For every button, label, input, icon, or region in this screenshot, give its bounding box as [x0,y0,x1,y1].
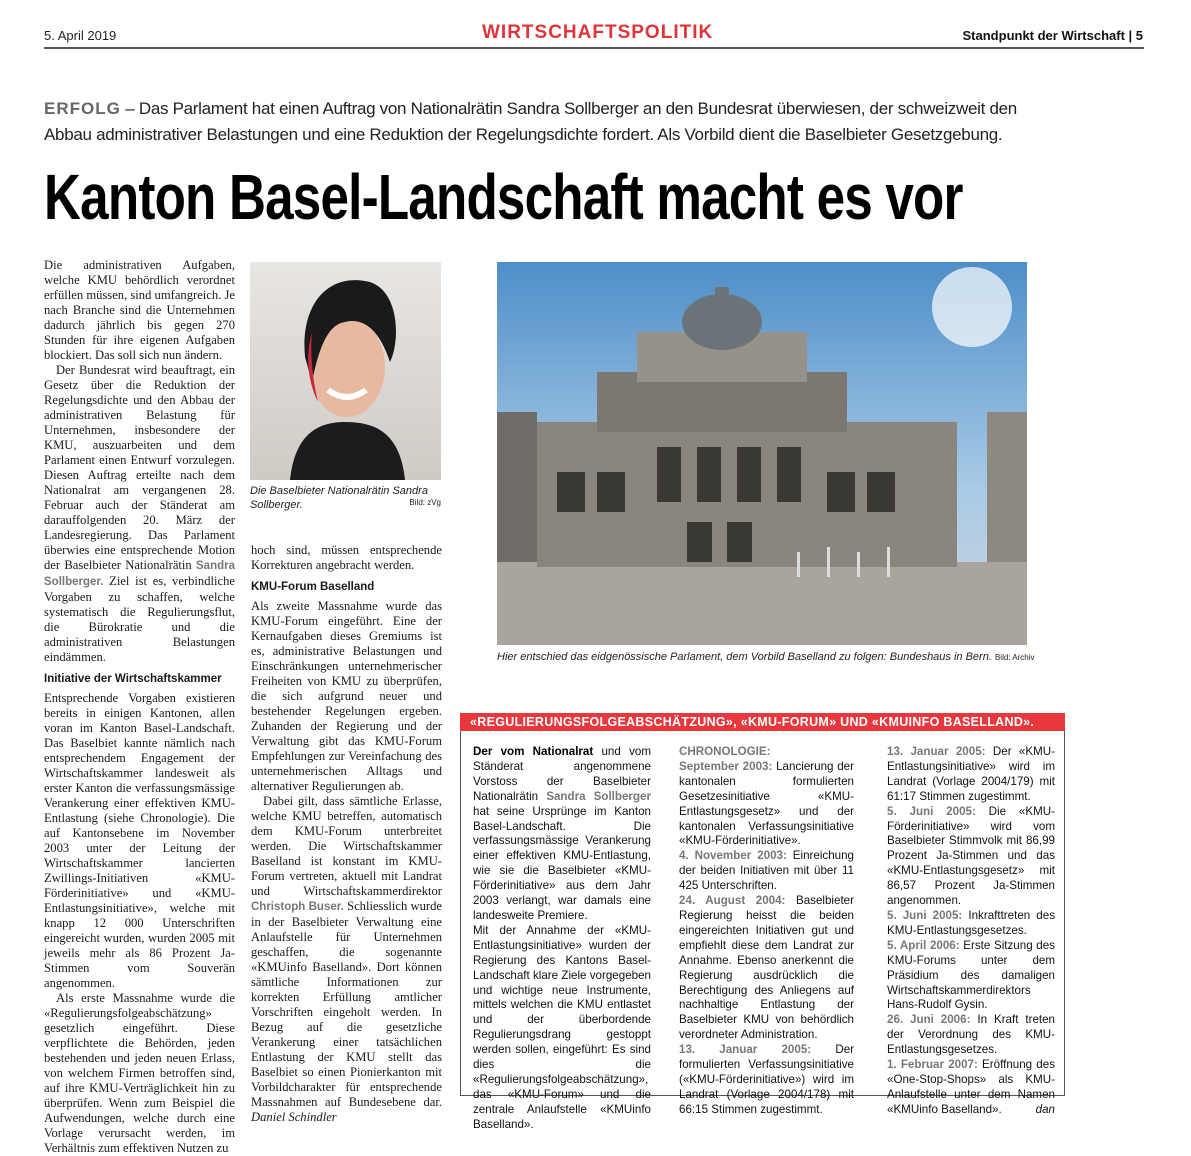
text-segment: Der Bundesrat wird beauftragt, ein Gesetz über die Reduktion der Regelungsdichte und den Abbau der administrativen Belastung für Unternehmen, insbesondere der KMU, auszuarbeiten und dem Parlament einen Entwurf vorzulegen. Diesen Auftrag erteilte nach dem Nationalrat am vergangenen 28. Februar auch der Ständerat am darauffolgenden 20. März der Landesregierung. Das Parlament überwies eine entsprechende Motion der Baselbieter Nationalrätin [44,363,235,572]
highlighted-text: 13. Januar 2005: [887,745,986,758]
photo-credit: Bild: Archiv [994,653,1035,662]
issue-date: 5. April 2019 [44,28,117,43]
text-segment: Lancierung der kantonalen formulierten Gesetzesinitiative «KMU-Entlastungsgesetz» und der kantonalen Verfassungsinitiative «KMU-Förderinitiative». [679,759,854,848]
paragraph [887,805,1055,909]
paragraph [887,745,1055,805]
paragraph [887,1058,1055,1118]
paragraph [679,849,854,894]
text-segment: Erste Sitzung des KMU-Forums unter dem Präsidium des damaligen Wirtschaftskammerdirektors Hans-Rudolf Gysin. [887,938,1055,1012]
highlighted-text: 1. Februar 2007: [887,1058,978,1072]
paragraph [473,745,651,924]
paragraph [251,599,442,794]
paragraph [44,691,235,991]
info-box-column-1 [473,745,651,1133]
paragraph [251,543,442,573]
photo-credit: Bild: zVg [409,498,441,507]
text-segment: Der formulierten Verfassungsinitiative («KMU-Förderinitiative») wird im Landrat (Vorlage 2004/178) mit 66:15 Stimmen zugestimmt. [679,1043,854,1116]
paragraph [887,1013,1055,1058]
highlighted-text: Christoph Buser. [251,901,344,913]
text-segment: Inkrafttreten des KMU-Entlastungsgesetzes. [887,908,1055,937]
paragraph [679,1043,854,1118]
text-segment: Als zweite Massnahme wurde das KMU-Forum eingeführt. Eine der Kernaufgaben dieses Gremiums ist es, administrative Belastungen und Einschränkungen unternehmerischer Freiheiten von KMU zu überprüfen, die sich aufgrund neuer und bestehender Regelungen ergeben. Zuhanden der Regierung und der Verwaltung gibt das KMU-Forum Empfehlungen zur Vereinfachung des unternehmerischen Alltags und alternativer Regulierungen ab. [251,599,442,793]
highlighted-text: 26. Juni 2006: [887,1013,971,1027]
text-segment: Initiative der Wirtschaftskammer [44,673,222,685]
text-segment: Entsprechende Vorgaben existieren bereits in einigen Kantonen, allen voran im Kanton Basel-Landschaft. Das Baselbiet kannte nämlich nach entsprechendem Engagement der Wirtschaftskammer landesweit als erster Kanton die verfassungsmässige Verankerung einer effektiven KMU-Entlastung (siehe Chronologie). Die auf Kantonsebene im November 2003 unter der Leitung der Wirtschaftskammer lancierten Zwillings-Initiativen «KMU-Förderinitiative» und «KMU-Entlastungsinitiative», welche mit knapp 12 000 Unterschriften eingereicht wurden, wurden 2005 mit jeweils mehr als 86 Prozent Ja-Stimmen vom Souverän angenommen. [44,691,235,990]
subheading [251,580,442,595]
highlighted-text: 5. Juni 2005: [887,908,963,922]
article-headline: Kanton Basel-Landschaft macht es vor [44,161,963,233]
text-segment: Schliesslich wurde in der Baselbieter Verwaltung eine Anlaufstelle für Unternehmen geschaffen, die sogenannte «KMUinfo Baselland». Dort können sämtliche Informationen zur korrekten Erfüllung amtlicher Vorschriften eingeholt werden. In Bezug auf die gesetzliche Verankerung einer tatsächlichen Entlastung der KMU stellt das Baselbiet so einen Pionierkanton mit Vorbildcharakter für entsprechende Massnahmen auf Bundesebene dar. [251,899,443,1109]
paragraph [679,894,854,1043]
text-segment: In Kraft treten der Verordnung des KMU-Entlastungsgesetzes. [887,1013,1056,1057]
text-segment: Einreichung der beiden Initiativen mit über 11 425 Unterschriften. [679,849,855,893]
portrait-caption [250,484,441,512]
paragraph [44,258,235,363]
highlighted-text: 5. April 2006: [887,938,960,952]
text-segment: Ziel ist es, verbindliche Vorgaben zu schaffen, welche systematisch die Regulierungsflut, die Bürokratie und die administrativen Belastungen eindämmen. [44,574,235,664]
caption-text: Hier entschied das eidgenössische Parlament, dem Vorbild Baselland zu folgen: Bundeshaus in Bern. [497,651,992,663]
paragraph [887,909,1055,939]
paragraph [679,745,854,760]
text-segment: KMU-Forum Baselland [251,581,375,593]
subheading [44,672,235,687]
highlighted-text: 5. Juni 2005: [887,804,976,818]
deck-kicker: ERFOLG [44,99,121,118]
bundeshaus-caption [497,650,1037,664]
text-segment: Dabei gilt, dass sämtliche Erlasse, welche KMU betreffen, automatisch dem KMU-Forum unterbreitet werden. Die Wirtschaftskammer Baselland ist konstant im KMU-Forum vertreten, aktuell mit Landrat und Wirtschaftskammerdirektor [251,794,442,898]
highlighted-text: CHRONOLOGIE: [679,745,771,758]
info-box-title: «REGULIERUNGSFOLGEABSCHÄTZUNG», «KMU-FORUM» UND «KMUINFO BASELLAND». [460,713,1065,731]
header-rule [44,47,1144,49]
paragraph [887,939,1055,1014]
article-column-1 [44,258,235,1156]
highlighted-text: 24. August 2004: [679,894,786,908]
author-signoff: dan [1035,1102,1055,1116]
section-title: WIRTSCHAFTSPOLITIK [482,22,714,43]
highlighted-text: 13. Januar 2005: [679,1043,812,1057]
author-signoff: Daniel Schindler [251,1110,337,1124]
bundeshaus-photo [497,262,1027,645]
paragraph [44,363,235,665]
caption-text: Die Baselbieter Nationalrätin Sandra Sollberger. [250,485,428,511]
paragraph [679,760,854,849]
text-segment: Der vom Nationalrat [473,745,594,758]
text-segment: Die «KMU-Förderinitiative» wird vom Baselbieter Stimmvolk mit 86,99 Prozent Ja-Stimmen und das «KMU-Entlastungsgesetz» mit 86,57 Prozent Ja-Stimmen angenommen. [887,804,1055,908]
text-segment: hat seine Ursprünge im Kanton Basel-Landschaft. Die verfassungsmässige Verankerung einer effektiven KMU-Entlastung, wie sie die Baselbieter «KMU-Förderinitiative» aus dem Jahr 2003 verlangt, war damals eine landesweite Premiere. [473,804,651,922]
text-segment: Die administrativen Aufgaben, welche KMU behördlich verordnet erfüllen müssen, sind umfangreich. Je nach Branche sind die Unternehmen dadurch jährlich bis gegen 270 Stunden für ihre eigenen Aufgaben blockiert. Das soll sich nun ändern. [44,258,235,362]
article-deck [44,96,1064,148]
highlighted-text: 4. November 2003: [679,849,787,863]
info-box-chronology-2 [887,745,1055,1118]
text-segment: Eröffnung des «One-Stop-Shops» als KMU-Anlaufstelle unter dem Namen «KMUinfo Baselland». [887,1058,1055,1116]
highlighted-text: September 2003: [679,759,773,773]
publication-page: Standpunkt der Wirtschaft | 5 [962,28,1143,43]
paragraph [473,924,651,1133]
highlighted-text: Sandra Sollberger [546,789,651,803]
paragraph [44,991,235,1156]
text-segment: hoch sind, müssen entsprechende Korrekturen angebracht werden. [251,543,442,572]
text-segment: Baselbieter Regierung heisst die beiden eingereichten Initiativen gut und empfiehlt diese dem Landrat zur Annahme. Ebenso anerkennt die Regierung ausdrücklich die Berechtigung des Anliegens auf nachhaltige Entlastung der Baselbieter KMU von behördlich verordneter Administration. [679,894,854,1042]
highlighted-text: Sandra Sollberger. [44,560,235,588]
info-box-chronology-1 [679,745,854,1118]
text-segment: Der «KMU-Entlastungsinitiative» wird im Landrat (Vorlage 2004/179) mit 61:17 Stimmen zugestimmt. [887,745,1055,803]
article-column-2 [251,543,442,1125]
paragraph [251,794,442,1125]
deck-text: – Das Parlament hat einen Auftrag von Nationalrätin Sandra Sollberger an den Bundesrat überwiesen, der schweizweit den Abbau administrativer Belastungen und eine Reduktion der Regelungsdichte fordert. Als Vorbild dient die Baselbieter Gesetzgebung. [44,99,1017,144]
portrait-photo [250,262,441,480]
text-segment: Als erste Massnahme wurde die «Regulierungsfolgeabschätzung» gesetzlich eingeführt. Diese verpflichtete die Behörden, jeden bestehenden und jeden neuen Erlass, von welchem Firmen betroffen sind, auf ihre KMU-Verträglichkeit hin zu überprüfen. Wenn zum Beispiel die Aufwendungen, welche durch eine Vorlage verursacht werden, im Verhältnis zum effektiven Nutzen zu [44,991,235,1155]
text-segment: und vom Ständerat angenommene Vorstoss der Baselbieter Nationalrätin [473,745,651,803]
text-segment: Mit der Annahme der «KMU-Entlastungsinitiative» wurden der Regierung des Kantons Basel-Landschaft klare Ziele vorgegeben und wichtige neue Instrumente, mittels welchen die KMU entlastet und der überbordende Regulierungsdrang gestoppt werden sollen, eingeführt: Es sind dies die «Regulierungsfolgeabschätzung», das «KMU-Forum» und die zentrale Anlaufstelle «KMUinfo Baselland». [473,923,651,1131]
